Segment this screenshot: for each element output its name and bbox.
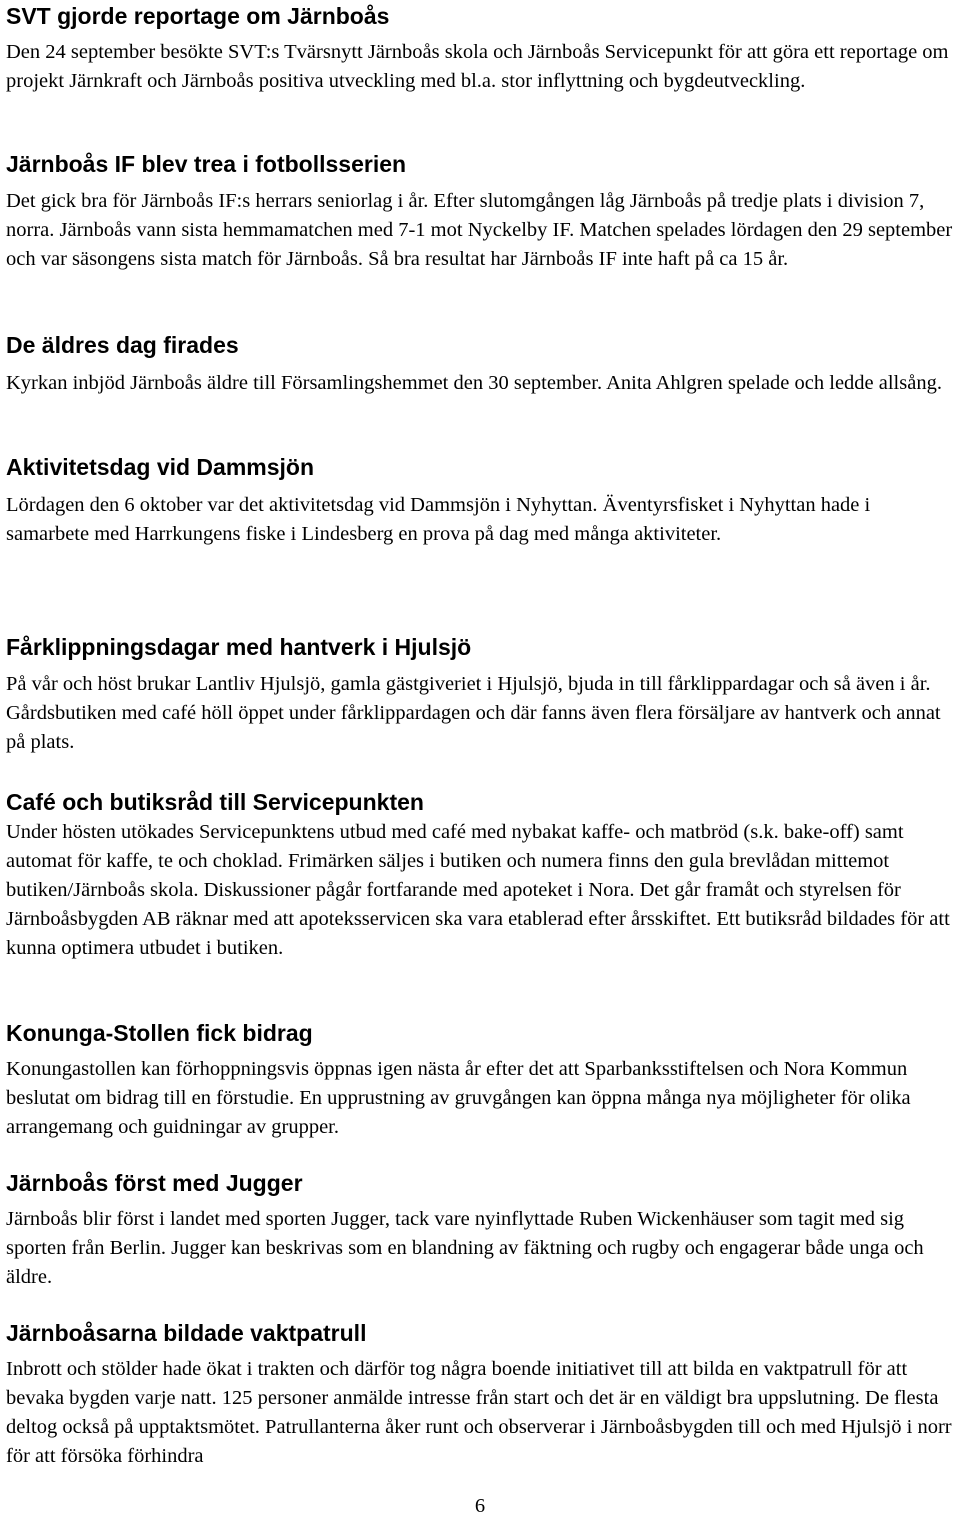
article-vaktpatrull [6, 1318, 958, 1471]
article-aktivitetsdag [6, 452, 958, 549]
article-cafe-butiksrad [6, 787, 958, 963]
article-heading: Järnboås IF blev trea i fotbollsserien [6, 151, 407, 177]
article-body: Under hösten utökades Servicepunktens utbud med café med nybakat kaffe- och matbröd (s.k. bake-off) samt automat för kaffe, te och choklad. Frimärken säljes i butiken och numera finns den gula brevlådan mittemot butiken/Järnboås skola. Diskussioner pågår fortfarande med apoteket i Nora. Det går framåt och styrelsen för Järnboåsbygden AB räknar med att apoteksservicen ska vara etablerad efter årsskiftet. Ett butiksråd bildades för att kunna optimera utbudet i butiken. [6, 821, 950, 959]
article-body: Konungastollen kan förhoppningsvis öppnas igen nästa år efter det att Sparbanksstiftelsen och Nora Kommun beslutat om bidrag till en förstudie. En upprustning av gruvgången kan öppna många nya möjligheter för olika arrangemang och guidningar av grupper. [6, 1058, 911, 1138]
article-heading: Café och butiksråd till Servicepunkten [6, 789, 424, 815]
article-konunga-stollen [6, 1018, 958, 1142]
article-body: På vår och höst brukar Lantliv Hjulsjö, gamla gästgiveriet i Hjulsjö, bjuda in till fårklippardagar och så även i år. Gårdsbutiken med café höll öppet under fårklippardagen och där fanns även flera försäljare av hantverk och annat på plats. [6, 673, 941, 753]
article-body: Lördagen den 6 oktober var det aktivitetsdag vid Dammsjön i Nyhyttan. Äventyrsfisket i Nyhyttan hade i samarbete med Harrkungens fiske i Lindesberg en prova på dag med många aktiviteter. [6, 494, 871, 545]
article-aldres-dag [6, 330, 958, 398]
article-jugger [6, 1168, 958, 1292]
article-heading: De äldres dag firades [6, 332, 239, 358]
article-body: Den 24 september besökte SVT:s Tvärsnytt Järnboås skola och Järnboås Servicepunkt för att göra ett reportage om projekt Järnkraft och Järnboås positiva utveckling med bl.a. stor inflyttning och bygdeutveckling. [6, 41, 949, 92]
article-body: Inbrott och stölder hade ökat i trakten och därför tog några boende initiativet till att bilda en vaktpatrull för att bevaka bygden varje natt. 125 personer anmälde intresse från start och det är en väldigt bra uppslutning. De flesta deltog också på upptaktsmötet. Patrullanterna åker runt och observerar i Järnboåsbygden till och med Hjulsjö i norr för att försöka förhindra [6, 1358, 952, 1467]
article-body: Järnboås blir först i landet med sporten Jugger, tack vare nyinflyttade Ruben Wickenhäuser som tagit med sig sporten från Berlin. Jugger kan beskrivas som en blandning av fäktning och rugby och engagerar både unga och äldre. [6, 1208, 924, 1288]
article-svt-reportage [6, 1, 958, 96]
article-heading: Aktivitetsdag vid Dammsjön [6, 454, 315, 480]
article-heading: Konunga-Stollen fick bidrag [6, 1020, 313, 1046]
page-number: 6 [474, 1495, 486, 1517]
article-fotbollsserien [6, 149, 958, 274]
article-heading: Fårklippningsdagar med hantverk i Hjulsjö [6, 634, 472, 660]
article-heading: Järnboåsarna bildade vaktpatrull [6, 1320, 367, 1346]
article-body: Kyrkan inbjöd Järnboås äldre till Församlingshemmet den 30 september. Anita Ahlgren spelade och ledde allsång. [6, 372, 942, 394]
article-heading: SVT gjorde reportage om Järnboås [6, 3, 390, 29]
article-body: Det gick bra för Järnboås IF:s herrars seniorlag i år. Efter slutomgången låg Järnboås på tredje plats i division 7, norra. Järnboås vann sista hemmamatchen med 7-1 mot Nyckelby IF. Matchen spelades lördagen den 29 september och var säsongens sista match för Järnboås. Så bra resultat har Järnboås IF inte haft på ca 15 år. [6, 190, 953, 270]
article-heading: Järnboås först med Jugger [6, 1170, 303, 1196]
article-farklippning [6, 632, 958, 757]
